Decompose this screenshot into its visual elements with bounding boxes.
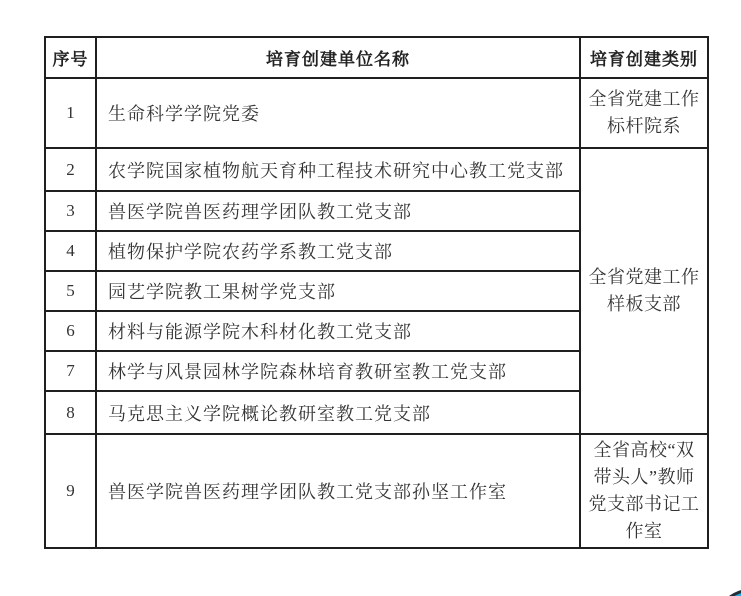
category-line: 全省高校“双	[593, 440, 695, 460]
category-line: 标杆院系	[607, 116, 681, 136]
unit-name: 林学与风景园林学院森林培育教研室教工党支部	[96, 351, 580, 391]
category-benchmark-college	[580, 78, 708, 148]
category-model-branch	[580, 148, 708, 434]
unit-name: 材料与能源学院木科材化教工党支部	[96, 311, 580, 351]
table-row	[45, 434, 708, 548]
unit-name: 农学院国家植物航天育种工程技术研究中心教工党支部	[96, 148, 580, 191]
row-number: 8	[45, 391, 96, 434]
unit-name: 园艺学院教工果树学党支部	[96, 271, 580, 311]
row-number: 9	[45, 434, 96, 548]
unit-name: 生命科学学院党委	[96, 78, 580, 148]
row-number: 3	[45, 191, 96, 231]
unit-name: 植物保护学院农药学系教工党支部	[96, 231, 580, 271]
table-row	[45, 148, 708, 191]
unit-name: 兽医学院兽医药理学团队教工党支部孙坚工作室	[96, 434, 580, 548]
category-line: 作室	[625, 521, 663, 541]
header-unit-name: 培育创建单位名称	[96, 37, 580, 78]
row-number: 6	[45, 311, 96, 351]
cultivation-units-table	[44, 36, 709, 549]
category-line: 全省党建工作	[588, 89, 700, 109]
row-number: 7	[45, 351, 96, 391]
category-line: 带头人”教师	[593, 467, 695, 487]
table-header-row	[45, 37, 708, 78]
row-number: 2	[45, 148, 96, 191]
category-dual-leader-studio	[580, 434, 708, 548]
row-number: 1	[45, 78, 96, 148]
header-category: 培育创建类别	[580, 37, 708, 78]
category-line: 全省党建工作	[588, 267, 700, 287]
unit-name: 兽医学院兽医药理学团队教工党支部	[96, 191, 580, 231]
row-number: 4	[45, 231, 96, 271]
header-no: 序号	[45, 37, 96, 78]
category-line: 党支部书记工	[588, 494, 700, 514]
table-row	[45, 78, 708, 148]
unit-name: 马克思主义学院概论教研室教工党支部	[96, 391, 580, 434]
partial-circle-logo	[711, 588, 741, 596]
category-line: 样板支部	[607, 294, 681, 314]
row-number: 5	[45, 271, 96, 311]
